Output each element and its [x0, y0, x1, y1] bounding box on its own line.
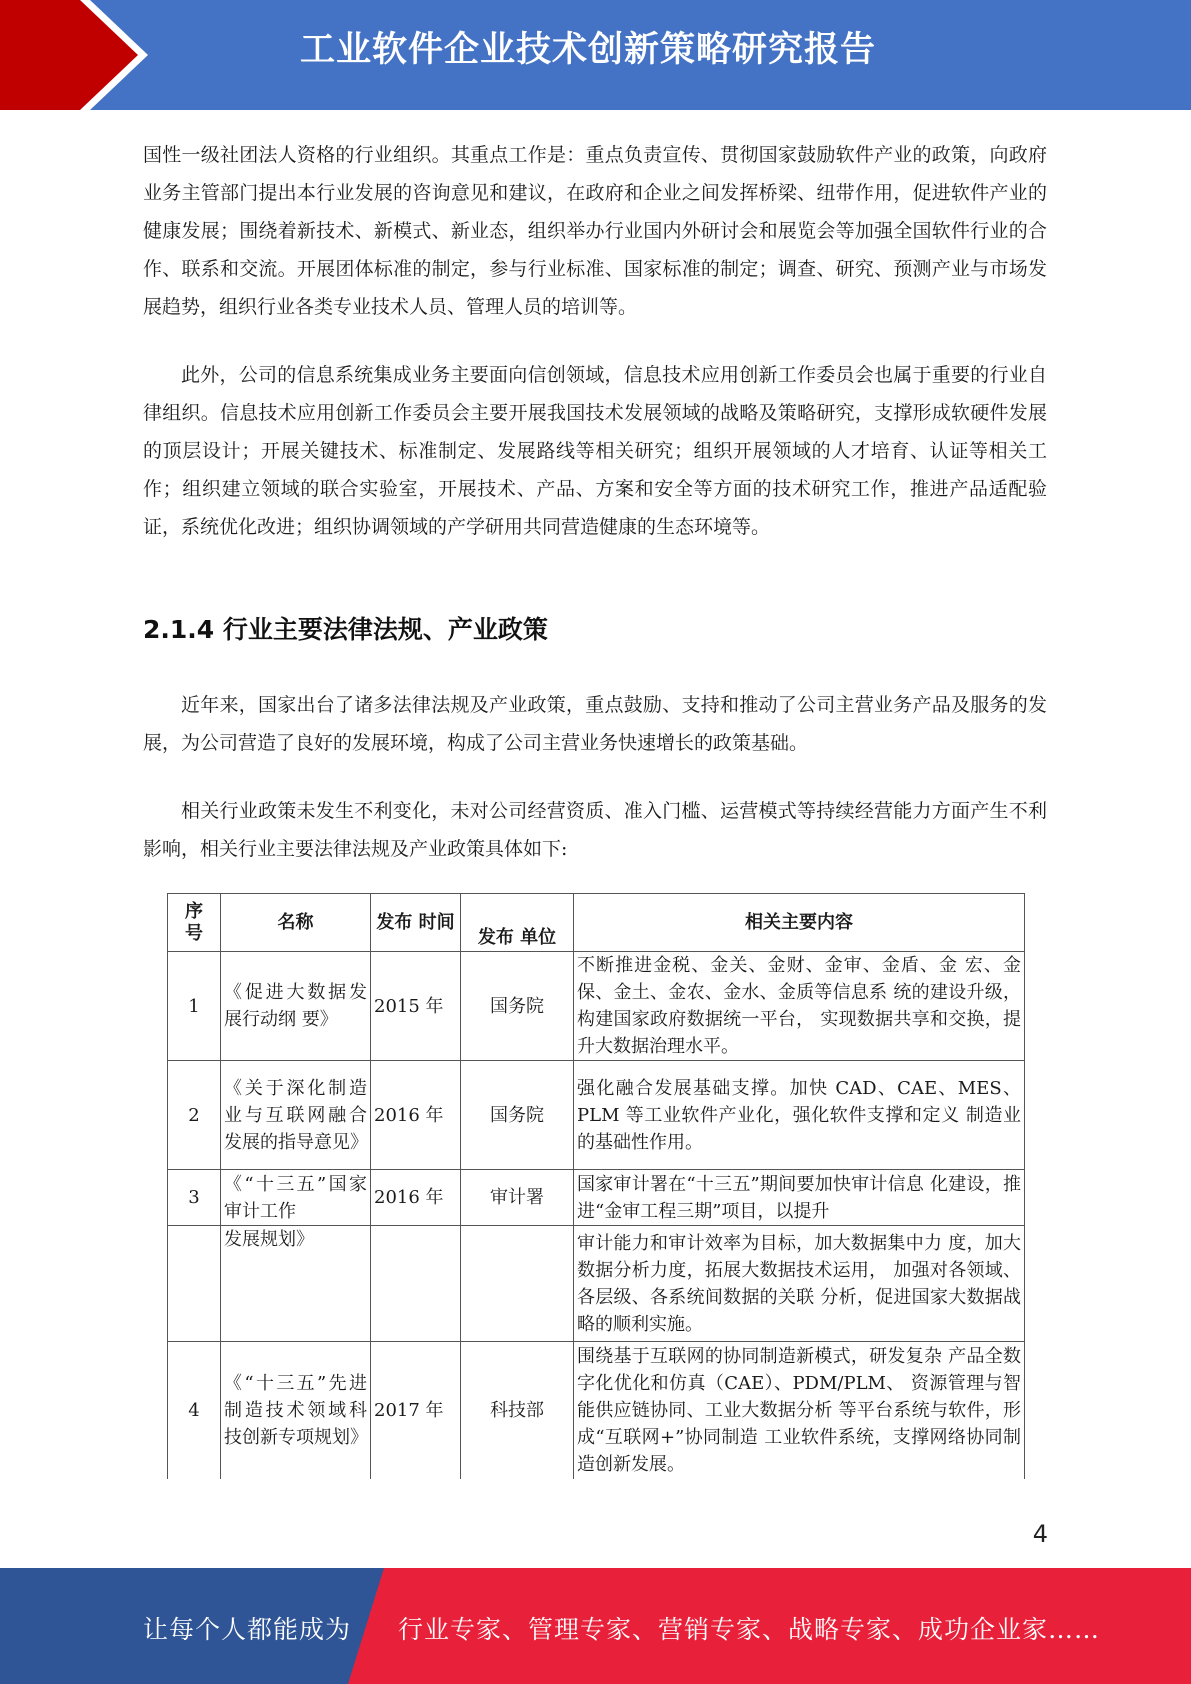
table-row	[168, 1170, 1025, 1226]
footer-slogan-right: 行业专家、管理专家、营销专家、战略专家、成功企业家……	[398, 1615, 1101, 1644]
header-seq: 序号	[168, 894, 221, 952]
header-name: 名称	[221, 894, 371, 952]
table-row	[168, 1226, 1025, 1342]
header-content: 相关主要内容	[574, 894, 1025, 952]
body-paragraph-4: 相关行业政策未发生不利变化，未对公司经营资质、准入门槛、运营模式等持续经营能力方面产生不利影响，相关行业主要法律法规及产业政策具体如下:	[143, 800, 1047, 860]
table-header-row	[168, 894, 1025, 952]
cell-content: 国家审计署在“十三五”期间要加快审计信息 化建设，推进“金审工程三期”项目，以提升	[574, 1170, 1025, 1226]
report-title: 工业软件企业技术创新策略研究报告	[300, 30, 877, 70]
cell-content: 不断推进金税、金关、金财、金审、金盾、金 宏、金保、金土、金农、金水、金质等信息系 统的建设升级，构建国家政府数据统一平台， 实现数据共享和交换，提升大数据治理水平。	[574, 952, 1025, 1061]
cell-name: 《“十三五”先进制造技术领域科技创新专项规划》	[221, 1342, 371, 1479]
table-row	[168, 1342, 1025, 1479]
cell-seq: 2	[168, 1061, 221, 1170]
page-footer	[0, 1568, 1191, 1684]
cell-date: 2015 年	[371, 952, 461, 1061]
header-unit: 发布 单位	[461, 894, 574, 952]
cell-unit: 审计署	[461, 1170, 574, 1226]
header-red-arrow-decoration	[0, 0, 150, 110]
cell-content: 围绕基于互联网的协同制造新模式，研发复杂 产品全数字化优化和仿真（CAE）、PDM/PLM、 资源管理与智能供应链协同、工业大数据分析 等平台系统与软件，形成“互联网+”协同制造 工业软件系统，支撑网络协同制造创新发展。	[574, 1342, 1025, 1479]
cell-name: 《“十三五”国家审计工作	[221, 1170, 371, 1226]
cell-date: 2016 年	[371, 1170, 461, 1226]
cell-seq: 3	[168, 1170, 221, 1226]
cell-unit: 国务院	[461, 1061, 574, 1170]
cell-seq	[168, 1226, 221, 1342]
cell-name: 发展规划》	[221, 1226, 371, 1342]
cell-date: 2016 年	[371, 1061, 461, 1170]
cell-unit: 科技部	[461, 1342, 574, 1479]
body-paragraph-2: 此外，公司的信息系统集成业务主要面向信创领域，信息技术应用创新工作委员会也属于重要的行业自律组织。信息技术应用创新工作委员会主要开展我国技术发展领域的战略及策略研究，支撑形成软硬件发展的顶层设计；开展关键技术、标准制定、发展路线等相关研究；组织开展领域的人才培育、认证等相关工作；组织建立领域的联合实验室，开展技术、产品、方案和安全等方面的技术研究工作，推进产品适配验证，系统优化改进；组织协调领域的产学研用共同营造健康的生态环境等。	[143, 364, 1047, 538]
cell-date	[371, 1226, 461, 1342]
section-heading: 2.1.4 行业主要法律法规、产业政策	[143, 615, 548, 644]
cell-date: 2017 年	[371, 1342, 461, 1479]
footer-slogan-left: 让每个人都能成为	[143, 1615, 352, 1644]
cell-seq: 4	[168, 1342, 221, 1479]
cell-unit	[461, 1226, 574, 1342]
cell-seq: 1	[168, 952, 221, 1061]
body-paragraph-3: 近年来，国家出台了诸多法律法规及产业政策，重点鼓励、支持和推动了公司主营业务产品及服务的发展，为公司营造了良好的发展环境，构成了公司主营业务快速增长的政策基础。	[143, 694, 1047, 754]
table-row	[168, 952, 1025, 1061]
cell-content: 审计能力和审计效率为目标，加大数据集中力 度，加大数据分析力度，拓展大数据技术运用， 加强对各领域、各层级、各系统间数据的关联 分析，促进国家大数据战略的顺利实施。	[574, 1226, 1025, 1342]
body-paragraph-1: 国性一级社团法人资格的行业组织。其重点工作是：重点负责宣传、贯彻国家鼓励软件产业的政策，向政府业务主管部门提出本行业发展的咨询意见和建议，在政府和企业之间发挥桥梁、纽带作用，促进软件产业的健康发展；围绕着新技术、新模式、新业态，组织举办行业国内外研讨会和展览会等加强全国软件行业的合作、联系和交流。开展团体标准的制定，参与行业标准、国家标准的制定；调查、研究、预测产业与市场发展趋势，组织行业各类专业技术人员、管理人员的培训等。	[143, 144, 1047, 318]
header-date: 发布 时间	[371, 894, 461, 952]
page-number: 4	[1032, 1520, 1048, 1548]
cell-name: 《促进大数据发展行动纲 要》	[221, 952, 371, 1061]
cell-name: 《关于深化制造业与互联网融合发展的指导意见》	[221, 1061, 371, 1170]
cell-content: 强化融合发展基础支撑。加快 CAD、CAE、MES、PLM 等工业软件产业化，强化软件支撑和定义 制造业的基础性作用。	[574, 1061, 1025, 1170]
table-row	[168, 1061, 1025, 1170]
policy-table	[167, 893, 1025, 1479]
cell-unit: 国务院	[461, 952, 574, 1061]
page-header	[0, 0, 1191, 110]
